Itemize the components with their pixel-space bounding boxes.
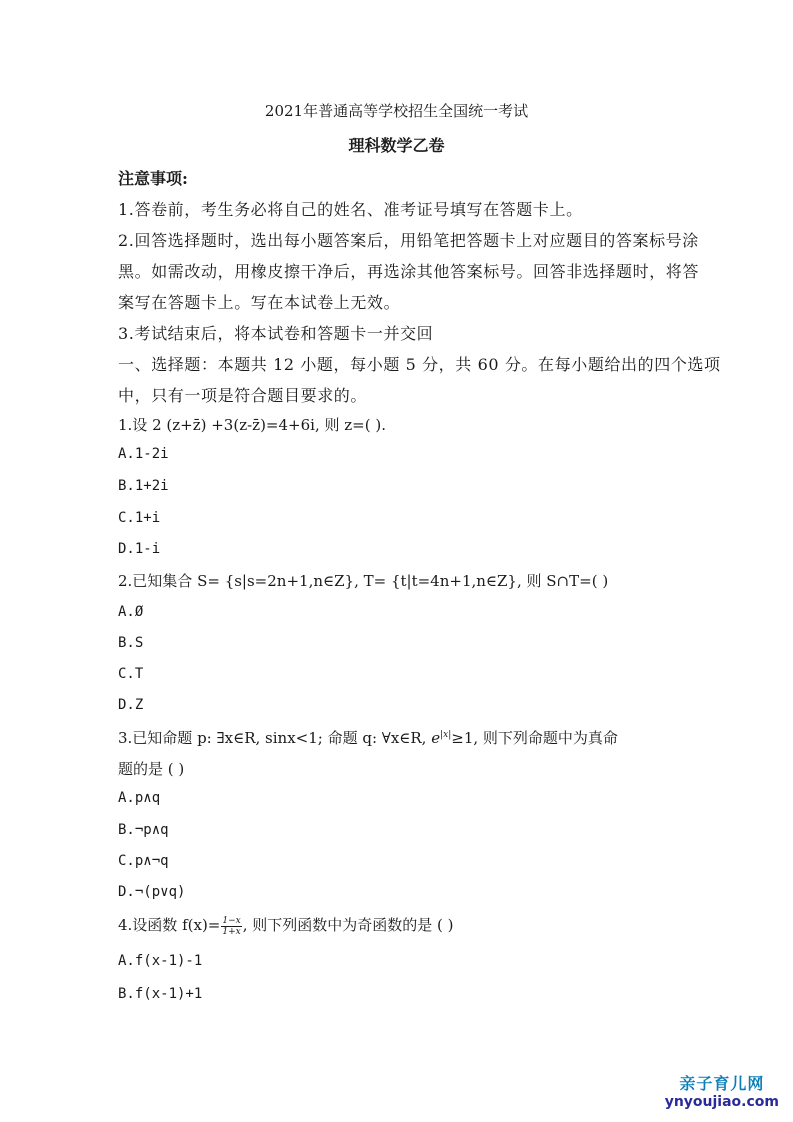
notice-item: 案写在答题卡上。写在本试卷上无效。 (118, 293, 401, 312)
question-4-option-b: B.f(x-1)+1 (118, 986, 203, 1002)
math-e: e (431, 729, 441, 747)
notice-item: 1.答卷前，考生务必将自己的姓名、准考证号填写在答题卡上。 (118, 200, 583, 219)
notice-item: 2.回答选择题时，选出每小题答案后，用铅笔把答题卡上对应题目的答案标号涂 (118, 231, 699, 250)
section-instructions-cont: 中，只有一项是符合题目要求的。 (118, 386, 368, 405)
notice-heading: 注意事项: (118, 169, 188, 188)
fraction-numerator: 1−x (222, 915, 241, 926)
question-1-stem: 1.设 2 (z+z̄) +3(z-z̄)=4+6i, 则 z=( ). (118, 416, 386, 434)
question-1-option-c: C.1+i (118, 510, 161, 526)
question-3-option-b: B.¬p∧q (118, 822, 169, 838)
question-3-stem-part: ≥1, 则下列命题中为真命 (451, 729, 618, 747)
site-watermark (665, 1071, 779, 1110)
fraction-denominator: 1+x (222, 926, 241, 937)
exam-subtitle: 理科数学乙卷 (348, 136, 445, 155)
question-2-option-a: A.Ø (118, 604, 144, 620)
question-4-option-a: A.f(x-1)-1 (118, 953, 203, 969)
section-instructions: 一、选择题：本题共 12 小题，每小题 5 分，共 60 分。在每小题给出的四个选项 (118, 355, 721, 374)
question-2-option-d: D.Z (118, 697, 144, 713)
watermark-en: ynyoujiao.com (664, 1094, 779, 1110)
question-3-stem-part: 3.已知命题 p: ∃x∈R, sinx<1; 命题 q: ∀x∈R, (118, 729, 432, 747)
question-1-option-b: B.1+2i (118, 478, 169, 494)
question-3-stem (118, 727, 618, 748)
question-3-option-a: A.p∧q (118, 790, 161, 806)
question-3-option-c: C.p∧¬q (118, 853, 169, 869)
question-2-option-c: C.T (118, 666, 144, 682)
question-4-stem-part: , 则下列函数中为奇函数的是 ( ) (242, 916, 454, 934)
math-exponent: |x| (440, 730, 452, 740)
question-3-stem-cont: 题的是 ( ) (118, 760, 185, 778)
watermark-cn: 亲子育儿网 (679, 1074, 765, 1093)
question-1-option-a: A.1-2i (118, 446, 169, 462)
question-2-stem: 2.已知集合 S= {s|s=2n+1,n∈Z}, T= {t|t=4n+1,n∈Z}, 则 S∩T=( ) (118, 572, 609, 590)
question-4-stem-part: 4.设函数 f(x)= (118, 916, 221, 934)
question-3-option-d: D.¬(p∨q) (118, 884, 186, 900)
question-2-option-b: B.S (118, 635, 144, 651)
exam-title: 2021年普通高等学校招生全国统一考试 (264, 102, 529, 120)
notice-item: 3.考试结束后，将本试卷和答题卡一并交回 (118, 324, 434, 343)
question-4-stem (118, 914, 454, 937)
notice-item: 黑。如需改动，用橡皮擦干净后，再选涂其他答案标号。回答非选择题时，将答 (118, 262, 700, 281)
fraction (221, 916, 241, 937)
question-1-option-d: D.1-i (118, 541, 161, 557)
